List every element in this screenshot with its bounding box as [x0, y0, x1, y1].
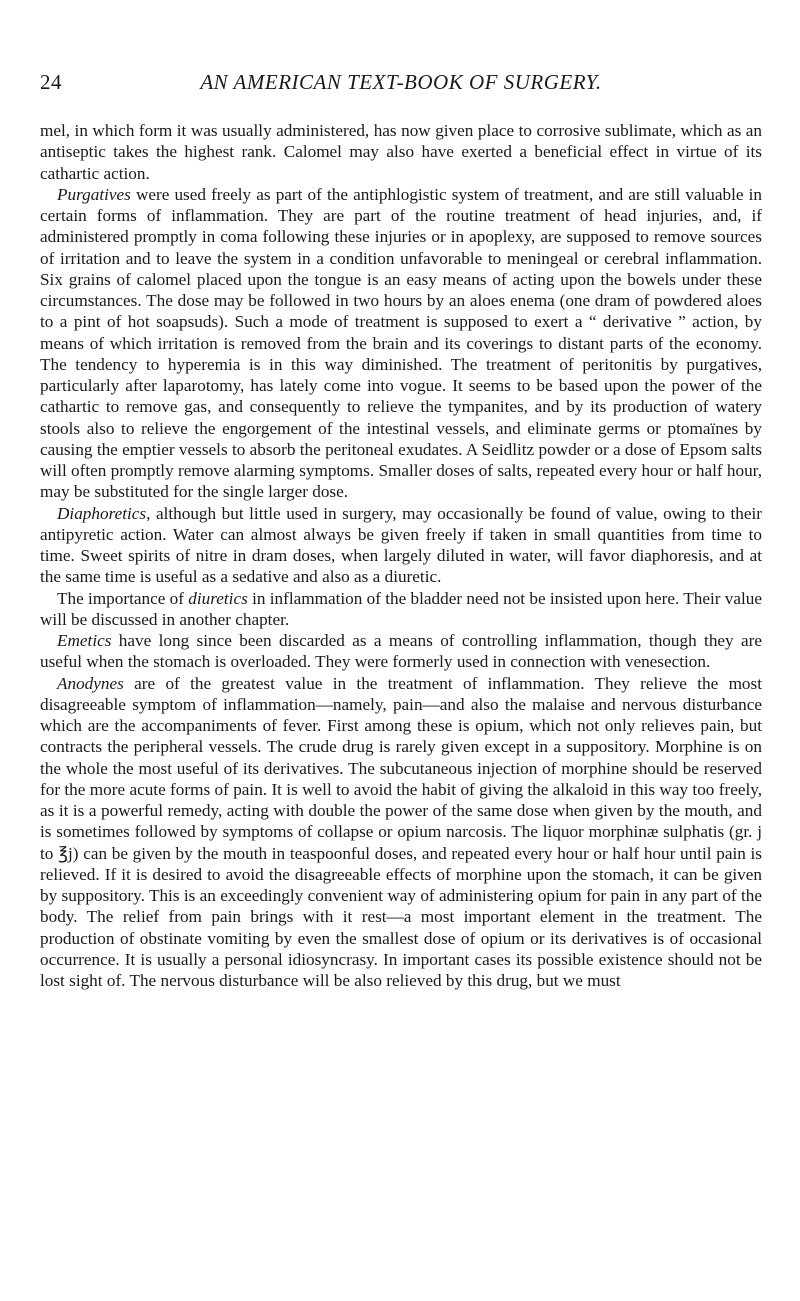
- paragraph-text: mel, in which form it was usually administered, has now given place to corrosive sublimate, which as an antiseptic takes the highest rank. Calomel may also have exerted a beneficial effect in virtue of its cathartic action.: [40, 121, 762, 183]
- paragraph-anodynes: [40, 673, 762, 992]
- book-page: [40, 70, 762, 991]
- paragraph-lead-term: Anodynes: [57, 673, 124, 693]
- paragraph-text: were used freely as part of the antiphlogistic system of treatment, and are still valuable in certain forms of inflammation. They are part of the routine treatment of head injuries, and, if administered promptly in coma following these injuries or in apoplexy, are supposed to remove sources of irritation and to leave the system in a condition unfavorable to meningeal or cerebral inflammation. Six grains of calomel placed upon the tongue is an easy means of acting upon the bowels under these circumstances. The dose may be followed in two hours by an aloes enema (one dram of powdered aloes to a pint of hot soapsuds). Such a mode of treatment is supposed to exert a “ derivative ” action, by means of which irritation is removed from the brain and its coverings to distant parts of the economy. The tendency to hyperemia is in this way diminished. The treatment of peritonitis by purgatives, particularly after laparotomy, has lately come into vogue. It seems to be based upon the power of the cathartic to remove gas, and consequently to relieve the tympanites, and by its production of watery stools also to relieve the engorgement of the intestinal vessels, and eliminate germs or ptomaïnes by causing the emptier vessels to absorb the peritoneal exudates. A Seidlitz powder or a dose of Epsom salts will often promptly remove alarming symptoms. Smaller doses of salts, repeated every hour or half hour, may be substituted for the single larger dose.: [40, 184, 762, 502]
- body-text: [40, 120, 762, 991]
- paragraph-lead-term: Diaphoretics: [57, 503, 147, 523]
- paragraph-diaphoretics: [40, 503, 762, 588]
- paragraph-lead-term: Emetics: [57, 631, 112, 650]
- running-title: AN AMERICAN TEXT-BOOK OF SURGERY.: [200, 70, 602, 94]
- paragraph-text: are of the greatest value in the treatment of inflammation. They relieve the most disagreeable symptom of inflammation—namely, pain—and also the malaise and nervous disturbance which are the accompaniments of fever. First among these is opium, which not only relieves pain, but contracts the peripheral vessels. The crude drug is rarely given except in a suppository. Morphine is on the whole the most useful of its derivatives. The subcutaneous injection of morphine should be reserved for the more acute forms of pain. It is well to avoid the habit of giving the alkaloid in this way too freely, as it is a powerful remedy, acting with double the power of the same dose when given by the mouth, and is sometimes followed by symptoms of collapse or opium narcosis. The liquor morphinæ sulphatis (gr. j to ℥j) can be given by the mouth in teaspoonful doses, and repeated every hour or half hour until pain is relieved. If it is desired to avoid the disagreeable effects of morphine upon the stomach, it can be given by suppository. This is an exceedingly convenient way of administering opium for pain in any part of the body. The relief from pain brings with it rest—a most important element in the treatment. The production of obstinate vomiting by even the smallest dose of opium or its derivatives is of occasional occurrence. It is usually a personal idiosyncrasy. In important cases its possible existence should not be lost sight of. The nervous disturbance will be also relieved by this drug, but we must: [40, 673, 762, 990]
- paragraph-text: in inflammation of the bladder need not be insisted upon here. Their value will be discussed in another chapter.: [40, 588, 762, 629]
- running-head: [40, 70, 762, 100]
- paragraph-text: have long since been discarded as a means of controlling inflammation, though they are useful when the stomach is overloaded. They were formerly used in connection with venesection.: [40, 631, 762, 672]
- paragraph-lead-term: Purgatives: [57, 184, 131, 204]
- paragraph-diuretics: [40, 588, 762, 631]
- paragraph-pre-text: The importance of: [57, 588, 189, 608]
- page-number: 24: [40, 70, 62, 94]
- paragraph-emetics: [40, 630, 762, 673]
- paragraph-lead-term: diuretics: [188, 588, 248, 608]
- paragraph-purgatives: [40, 184, 762, 503]
- paragraph-continuation: [40, 120, 762, 184]
- paragraph-text: , although but little used in surgery, may occasionally be found of value, owing to their antipyretic action. Water can almost always be given freely if taken in small quantities from time to time. Sweet spirits of nitre in dram doses, when largely diluted in water, will favor diaphoresis, and at the same time is useful as a sedative and also as a diuretic.: [40, 503, 762, 587]
